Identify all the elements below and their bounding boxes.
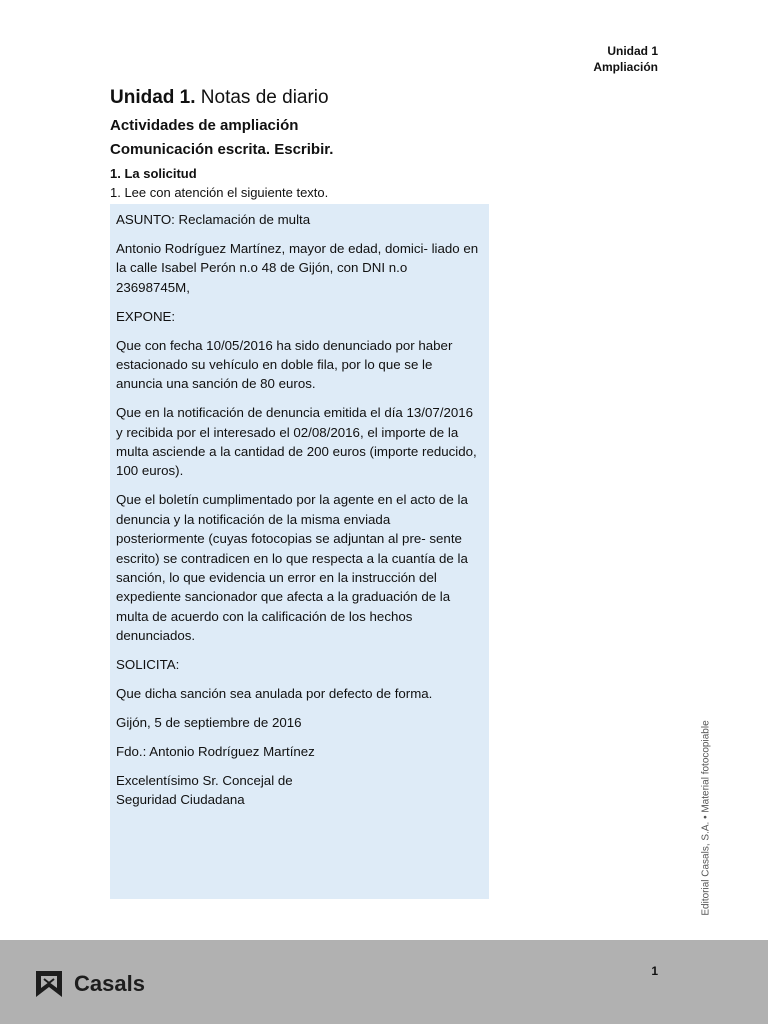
unit-tag <box>593 43 658 75</box>
activities-heading: Actividades de ampliación <box>110 117 299 134</box>
page-title <box>110 86 670 110</box>
section-label: Ampliación <box>593 60 658 74</box>
letter-recipient <box>116 771 481 810</box>
communication-heading: Comunicación escrita. Escribir. <box>110 141 334 158</box>
copyright-side-note: Editorial Casals, S.A. • Material fotocopiable <box>700 720 712 916</box>
letter-paragraph-1: Que con fecha 10/05/2016 ha sido denunciado por haber estacionado su vehículo en doble fila, por lo que se le anuncia una sanción de 80 euros. <box>116 337 453 392</box>
recipient-line-1: Excelentísimo Sr. Concejal de <box>116 772 293 788</box>
instruction-text: 1. Lee con atención el siguiente texto. <box>110 185 329 200</box>
letter-box <box>110 204 489 899</box>
letter-request: Que dicha sanción sea anulada por defecto de forma. <box>116 686 433 702</box>
recipient-line-2: Seguridad Ciudadana <box>116 792 245 808</box>
footer-bar <box>0 940 768 1024</box>
letter-place-date: Gijón, 5 de septiembre de 2016 <box>116 714 302 730</box>
casals-logo-icon <box>34 969 64 999</box>
page-number: 1 <box>651 964 658 978</box>
title-rest: Notas de diario <box>200 87 329 108</box>
letter-paragraph-3: Que el boletín cumplimentado por la agente en el acto de la denuncia y la notificación de la misma enviada posteriormente (cuyas fotocopias se adjuntan al pre- sente escrito) se contradicen en lo que respecta a la cuantía de la sanción, lo que evidencia un error en la instrucción del expediente sancionador que afecta a la graduación de la multa de acuerdo con la calificación de los hechos denunciados. <box>116 492 468 644</box>
letter-subject: ASUNTO: Reclamación de multa <box>116 212 311 227</box>
expone-label: EXPONE: <box>116 308 176 324</box>
request-heading: 1. La solicitud <box>110 166 197 181</box>
unit-label: Unidad 1 <box>607 44 658 58</box>
heading-block <box>110 86 670 202</box>
brand-name: Casals <box>74 971 145 996</box>
solicita-label: SOLICITA: <box>116 657 180 673</box>
letter-identity: Antonio Rodríguez Martínez, mayor de edad, domici- liado en la calle Isabel Perón n.o 48 de Gijón, con DNI n.o 23698745M, <box>116 240 479 295</box>
letter-signature: Fdo.: Antonio Rodríguez Martínez <box>116 743 315 759</box>
title-prefix: Unidad 1. <box>110 87 196 108</box>
letter-paragraph-2: Que en la notificación de denuncia emitida el día 13/07/2016 y recibida por el interesado el 02/08/2016, el importe de la multa asciende a la cantidad de 200 euros (importe reducido, 100 euros). <box>116 405 477 479</box>
